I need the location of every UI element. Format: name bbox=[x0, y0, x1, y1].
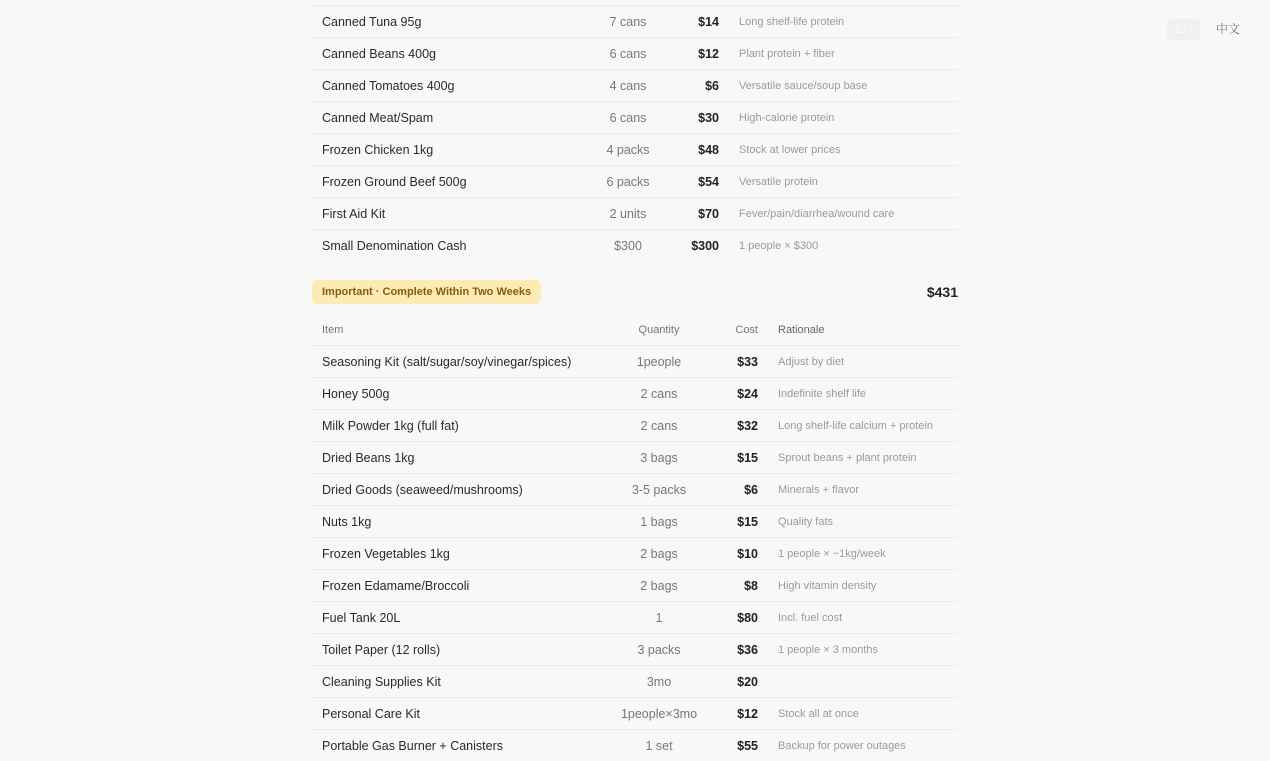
table-row bbox=[312, 229, 958, 261]
item-name: Seasoning Kit (salt/sugar/soy/vinegar/spices) bbox=[322, 354, 572, 369]
item-rationale: Indefinite shelf life bbox=[778, 387, 867, 400]
table-row bbox=[312, 633, 958, 665]
item-cost: $14 bbox=[698, 14, 719, 29]
item-cost: $12 bbox=[698, 46, 719, 61]
item-cost: $54 bbox=[698, 174, 719, 189]
item-name: Frozen Edamame/Broccoli bbox=[322, 578, 470, 593]
item-name: First Aid Kit bbox=[322, 206, 386, 221]
item-rationale: Adjust by diet bbox=[778, 355, 845, 368]
item-quantity: 2 bags bbox=[640, 546, 678, 561]
item-rationale: Versatile protein bbox=[739, 175, 818, 188]
item-name: Small Denomination Cash bbox=[322, 238, 467, 253]
item-rationale: Long shelf-life calcium + protein bbox=[778, 419, 933, 432]
item-name: Fuel Tank 20L bbox=[322, 610, 401, 625]
item-quantity: 6 cans bbox=[609, 46, 647, 61]
item-quantity: 2 cans bbox=[640, 418, 678, 433]
item-name: Milk Powder 1kg (full fat) bbox=[322, 418, 459, 433]
table-row bbox=[312, 505, 958, 537]
table-row bbox=[312, 441, 958, 473]
table-row bbox=[312, 665, 958, 697]
item-quantity: 1 set bbox=[645, 738, 673, 753]
item-rationale: High vitamin density bbox=[778, 579, 877, 592]
checklist-content bbox=[312, 5, 958, 761]
item-name: Honey 500g bbox=[322, 386, 390, 401]
item-quantity: 4 packs bbox=[606, 142, 650, 157]
item-rationale: Sprout beans + plant protein bbox=[778, 451, 917, 464]
table-row bbox=[312, 69, 958, 101]
column-header-cost: Cost bbox=[735, 324, 758, 336]
item-name: Personal Care Kit bbox=[322, 706, 420, 721]
table-row bbox=[312, 37, 958, 69]
item-name: Canned Tuna 95g bbox=[322, 14, 422, 29]
item-cost: $12 bbox=[737, 706, 758, 721]
item-rationale: Long shelf-life protein bbox=[739, 15, 845, 28]
item-rationale: Quality fats bbox=[778, 515, 834, 528]
lang-en-button[interactable]: EN bbox=[1167, 19, 1200, 40]
item-quantity: 1 bags bbox=[640, 514, 678, 529]
item-cost: $20 bbox=[737, 674, 758, 689]
priority-badge: Important · Complete Within Two Weeks bbox=[312, 280, 541, 304]
table-row bbox=[312, 133, 958, 165]
item-rationale: Fever/pain/diarrhea/wound care bbox=[739, 207, 895, 220]
table-row bbox=[312, 5, 958, 37]
section-total: $431 bbox=[926, 284, 958, 300]
table-row bbox=[312, 165, 958, 197]
table-row bbox=[312, 377, 958, 409]
item-name: Nuts 1kg bbox=[322, 514, 372, 529]
item-name: Dried Goods (seaweed/mushrooms) bbox=[322, 482, 523, 497]
item-cost: $8 bbox=[744, 578, 758, 593]
item-quantity: 3-5 packs bbox=[631, 482, 687, 497]
item-cost: $6 bbox=[744, 482, 758, 497]
table-row bbox=[312, 197, 958, 229]
item-rationale: Plant protein + fiber bbox=[739, 47, 835, 60]
table-row bbox=[312, 729, 958, 761]
item-cost: $24 bbox=[737, 386, 758, 401]
table-row bbox=[312, 537, 958, 569]
item-name: Canned Beans 400g bbox=[322, 46, 436, 61]
section-essential-rows bbox=[312, 5, 958, 261]
item-rationale: Stock all at once bbox=[778, 707, 859, 720]
section-important-rows bbox=[312, 345, 958, 761]
item-cost: $80 bbox=[737, 610, 758, 625]
column-header-quantity: Quantity bbox=[638, 324, 680, 336]
item-name: Portable Gas Burner + Canisters bbox=[322, 738, 503, 753]
item-rationale: Minerals + flavor bbox=[778, 483, 860, 496]
item-rationale: Incl. fuel cost bbox=[778, 611, 843, 624]
lang-zh-button[interactable]: 中文 bbox=[1215, 22, 1240, 36]
item-quantity: 1people×3mo bbox=[620, 706, 698, 721]
item-rationale: High-calorie protein bbox=[739, 111, 835, 124]
item-quantity: 3mo bbox=[646, 674, 672, 689]
item-cost: $6 bbox=[705, 78, 719, 93]
item-rationale: 1 people × ~1kg/week bbox=[778, 547, 886, 560]
item-quantity: 2 units bbox=[609, 206, 647, 221]
item-quantity: 3 packs bbox=[637, 642, 681, 657]
item-cost: $30 bbox=[698, 110, 719, 125]
item-name: Frozen Ground Beef 500g bbox=[322, 174, 467, 189]
item-rationale: 1 people × 3 months bbox=[778, 643, 878, 656]
item-cost: $33 bbox=[737, 354, 758, 369]
item-quantity: 1 bbox=[655, 610, 663, 625]
item-rationale: Backup for power outages bbox=[778, 739, 906, 752]
item-quantity: 7 cans bbox=[609, 14, 647, 29]
item-rationale: Versatile sauce/soup base bbox=[739, 79, 868, 92]
item-cost: $10 bbox=[737, 546, 758, 561]
item-quantity: 1people bbox=[636, 354, 682, 369]
table-row bbox=[312, 409, 958, 441]
table-row bbox=[312, 601, 958, 633]
column-header-item: Item bbox=[322, 324, 344, 336]
table-row bbox=[312, 697, 958, 729]
section-important-header bbox=[312, 277, 958, 307]
item-cost: $70 bbox=[698, 206, 719, 221]
item-cost: $300 bbox=[691, 238, 719, 253]
column-header-rationale: Rationale bbox=[778, 324, 825, 336]
item-quantity: 3 bags bbox=[640, 450, 678, 465]
table-header bbox=[312, 315, 958, 345]
item-name: Dried Beans 1kg bbox=[322, 450, 415, 465]
item-name: Canned Tomatoes 400g bbox=[322, 78, 455, 93]
item-name: Toilet Paper (12 rolls) bbox=[322, 642, 441, 657]
item-quantity: 6 packs bbox=[606, 174, 650, 189]
language-switcher bbox=[1167, 19, 1248, 40]
item-cost: $32 bbox=[737, 418, 758, 433]
item-quantity: 6 cans bbox=[609, 110, 647, 125]
item-cost: $15 bbox=[737, 450, 758, 465]
item-cost: $36 bbox=[737, 642, 758, 657]
item-name: Canned Meat/Spam bbox=[322, 110, 434, 125]
item-rationale: 1 people × $300 bbox=[739, 239, 819, 252]
item-name: Frozen Vegetables 1kg bbox=[322, 546, 450, 561]
item-quantity: $300 bbox=[614, 238, 642, 253]
table-row bbox=[312, 345, 958, 377]
item-rationale: Stock at lower prices bbox=[739, 143, 841, 156]
item-quantity: 4 cans bbox=[609, 78, 647, 93]
item-cost: $55 bbox=[737, 738, 758, 753]
item-quantity: 2 cans bbox=[640, 386, 678, 401]
table-row bbox=[312, 101, 958, 133]
item-name: Frozen Chicken 1kg bbox=[322, 142, 434, 157]
table-row bbox=[312, 473, 958, 505]
table-row bbox=[312, 569, 958, 601]
item-cost: $15 bbox=[737, 514, 758, 529]
item-cost: $48 bbox=[698, 142, 719, 157]
item-quantity: 2 bags bbox=[640, 578, 678, 593]
item-name: Cleaning Supplies Kit bbox=[322, 674, 441, 689]
